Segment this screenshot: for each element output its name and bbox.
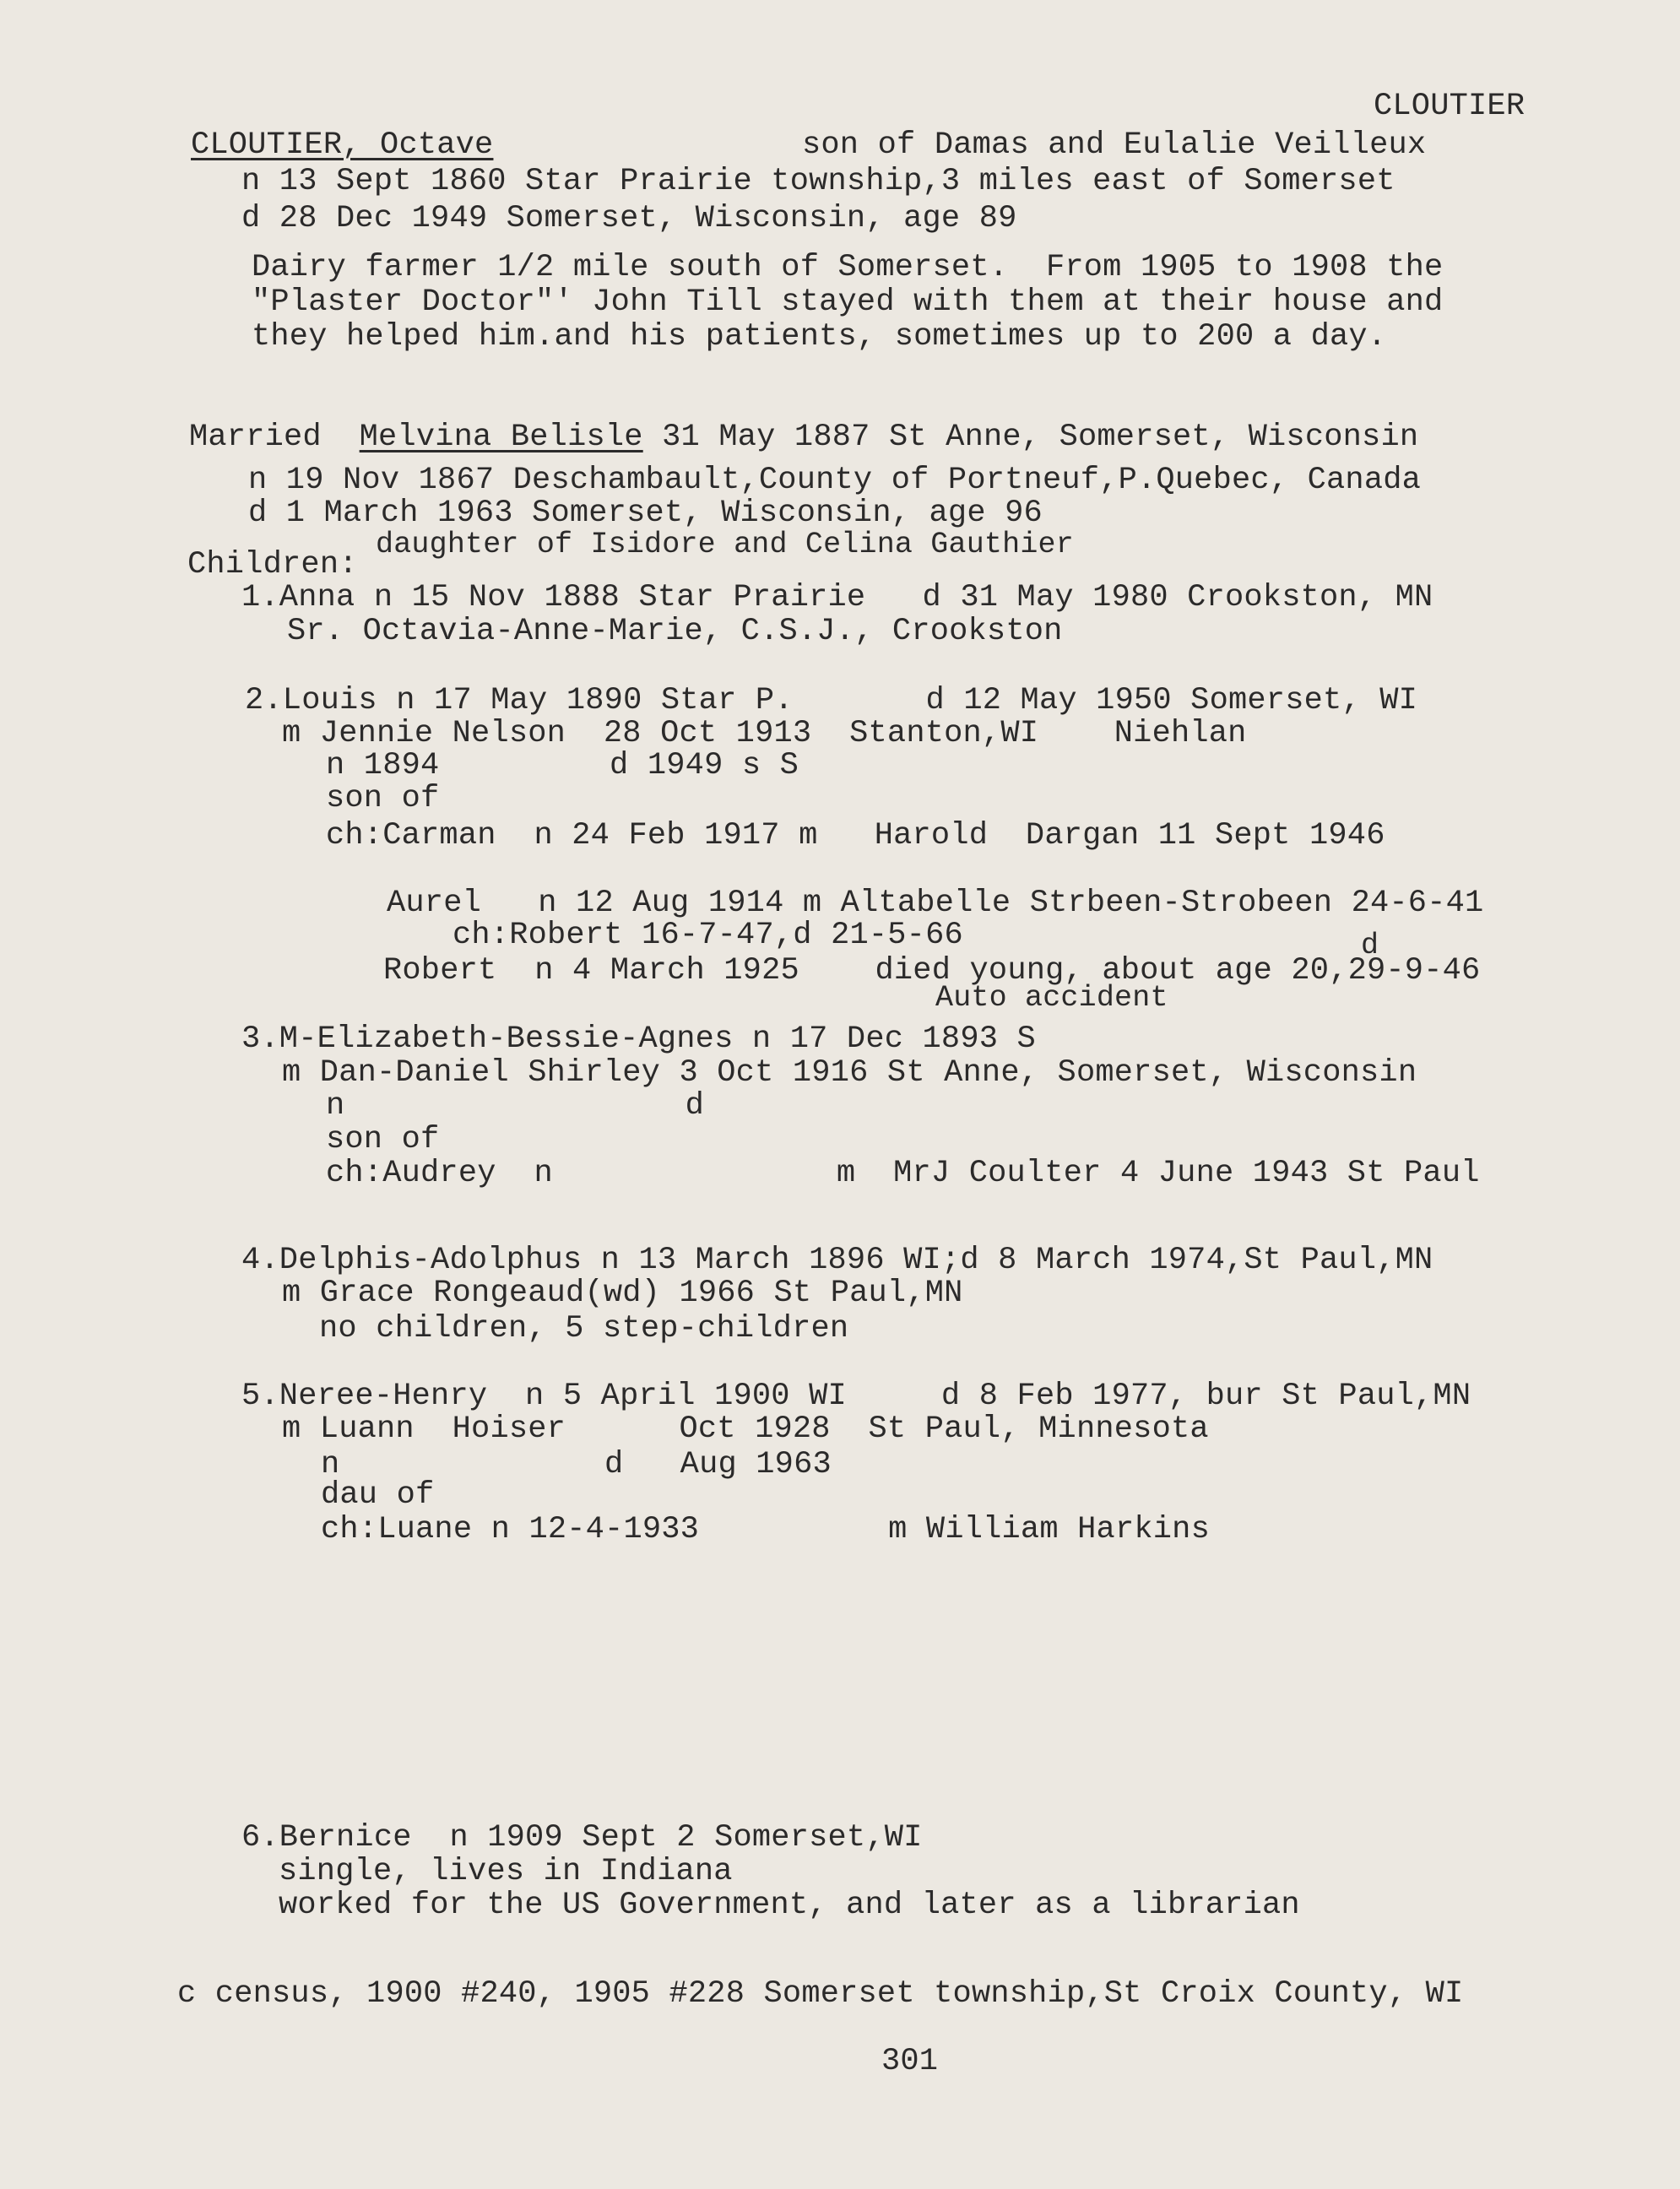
child-louis-spouse-dates: n 1894 d 1949 s S <box>326 748 799 783</box>
subject-parents: son of Damas and Eulalie Veilleux <box>802 127 1427 163</box>
page-surname-header: CLOUTIER <box>1374 89 1526 124</box>
child-elizabeth-child-audrey: ch:Audrey n m MrJ Coulter 4 June 1943 St Paul <box>326 1156 1480 1191</box>
marriage-line <box>189 419 1418 456</box>
child-bernice: 6.Bernice n 1909 Sept 2 Somerset,WI <box>241 1820 923 1856</box>
child-louis: 2.Louis n 17 May 1890 Star P. d 12 May 1950 Somerset, WI <box>245 683 1418 718</box>
children-label: Children: <box>187 547 358 582</box>
subject-birth: n 13 Sept 1860 Star Prairie township,3 miles east of Somerset <box>241 164 1395 199</box>
child-delphis-note: no children, 5 step-children <box>319 1311 849 1346</box>
child-delphis-marriage: m Grace Rongeaud(wd) 1966 St Paul,MN <box>282 1276 963 1311</box>
child-neree: 5.Neree-Henry n 5 April 1900 WI d 8 Feb 1977, bur St Paul,MN <box>241 1379 1471 1414</box>
child-louis-child-robert: Robert n 4 March 1925 died young, about age 20,29-9-46 <box>383 953 1481 989</box>
child-anna: 1.Anna n 15 Nov 1888 Star Prairie d 31 May 1980 Crookston, MN <box>241 580 1433 615</box>
bio-line: Dairy farmer 1/2 mile south of Somerset. From 1905 to 1908 the <box>252 250 1444 285</box>
child-anna-religious-name: Sr. Octavia-Anne-Marie, C.S.J., Crookston <box>287 614 1063 649</box>
child-elizabeth-spouse-parents: son of <box>326 1122 440 1157</box>
child-elizabeth-marriage: m Dan-Daniel Shirley 3 Oct 1916 St Anne, Somerset, Wisconsin <box>282 1055 1417 1091</box>
subject-name: CLOUTIER, Octave <box>191 127 494 163</box>
child-delphis: 4.Delphis-Adolphus n 13 March 1896 WI;d 8 March 1974,St Paul,MN <box>241 1243 1433 1278</box>
spouse-death: d 1 March 1963 Somerset, Wisconsin, age 96 <box>248 496 1043 531</box>
death-mark: d <box>1361 929 1379 962</box>
child-elizabeth: 3.M-Elizabeth-Bessie-Agnes n 17 Dec 1893 S <box>241 1021 1036 1057</box>
child-elizabeth-spouse-dates: n d <box>326 1088 705 1124</box>
spouse-parents: daughter of Isidore and Celina Gauthier <box>376 528 1074 561</box>
child-louis-child-aurel: Aurel n 12 Aug 1914 m Altabelle Strbeen-Strobeen 24-6-41 <box>387 886 1484 921</box>
marriage-prefix: Married <box>189 420 322 455</box>
child-louis-spouse-parents: son of <box>326 781 440 816</box>
subject-death: d 28 Dec 1949 Somerset, Wisconsin, age 89 <box>241 201 1017 236</box>
child-neree-spouse-parents: dau of <box>321 1477 435 1513</box>
child-louis-child-carman: ch:Carman n 24 Feb 1917 m Harold Dargan 11 Sept 1946 <box>326 818 1385 853</box>
census-reference: c census, 1900 #240, 1905 #228 Somerset township,St Croix County, WI <box>177 1976 1464 2012</box>
spouse-name: Melvina Belisle <box>359 420 643 455</box>
child-louis-child-robert-note: Auto accident <box>935 981 1168 1015</box>
child-louis-marriage: m Jennie Nelson 28 Oct 1913 Stanton,WI Niehlan <box>282 716 1247 751</box>
child-neree-child-luane: ch:Luane n 12-4-1933 m William Harkins <box>321 1512 1210 1547</box>
bio-line: they helped him.and his patients, sometimes up to 200 a day. <box>252 319 1387 355</box>
bio-line: "Plaster Doctor"' John Till stayed with them at their house and <box>252 284 1444 320</box>
child-bernice-occupation: worked for the US Government, and later as a librarian <box>279 1888 1300 1923</box>
child-neree-spouse-dates: n d Aug 1963 <box>321 1447 832 1482</box>
child-louis-grandchild-robert: ch:Robert 16-7-47,d 21-5-66 <box>453 918 963 953</box>
marriage-details: 31 May 1887 St Anne, Somerset, Wisconsin <box>642 420 1419 455</box>
spouse-birth: n 19 Nov 1867 Deschambault,County of Portneuf,P.Quebec, Canada <box>248 463 1422 498</box>
child-bernice-residence: single, lives in Indiana <box>279 1854 733 1889</box>
page-number: 301 <box>881 2044 939 2079</box>
child-neree-marriage: m Luann Hoiser Oct 1928 St Paul, Minnesota <box>282 1411 1209 1447</box>
